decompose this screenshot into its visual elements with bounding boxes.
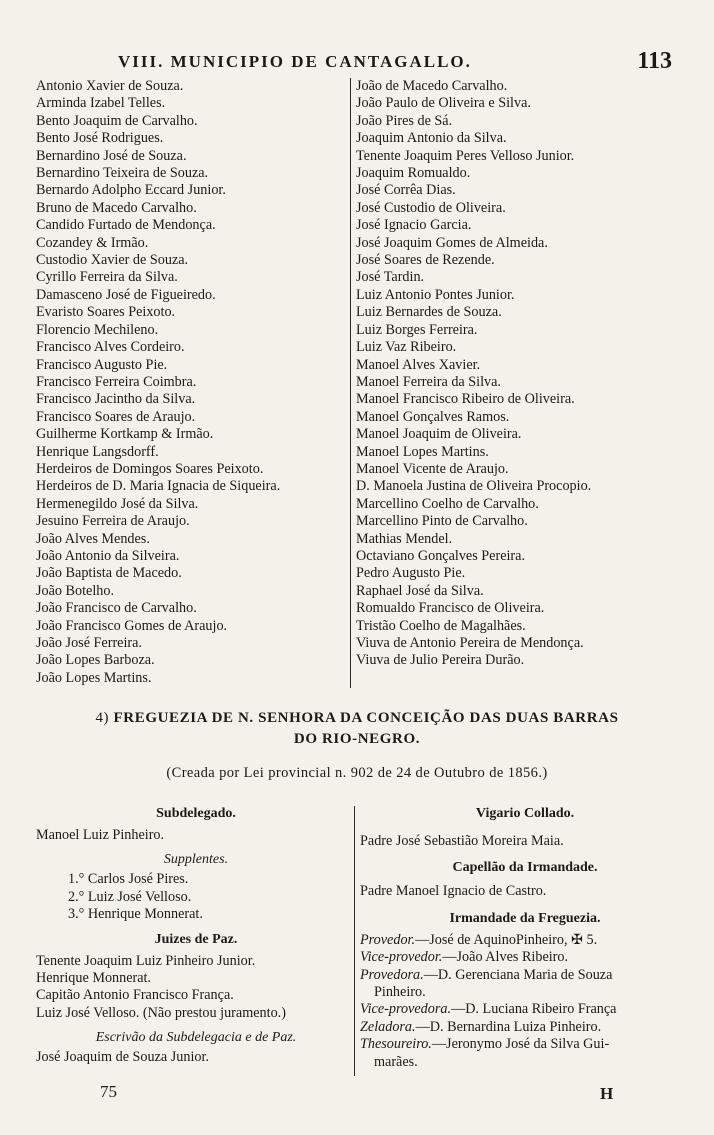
escrivao-heading: Escrivão da Subdelegacia e de Paz. (95, 1030, 297, 1046)
list-item: João José Ferreira. (36, 635, 142, 651)
header-title: VIII. MUNICIPIO DE CANTAGALLO. (118, 52, 472, 71)
list-item: João Lopes Barboza. (36, 652, 155, 669)
left-name-list (36, 78, 348, 687)
officer-name: marães. (374, 1053, 418, 1070)
list-item: Evaristo Soares Peixoto. (36, 304, 176, 321)
page-number: 113 (637, 48, 672, 74)
officer-row (360, 949, 690, 966)
list-item: Herdeiros de D. Maria Ignacia de Siqueira. (36, 478, 281, 495)
signature-letter: H (600, 1084, 614, 1103)
officer-role: Thesoureiro. (360, 1036, 432, 1053)
list-item: Romualdo Francisco de Oliveira. (356, 600, 545, 617)
capellao-name: Padre Manoel Ignacio de Castro. (360, 883, 547, 900)
list-item: José Ignacio Garcia. (356, 217, 472, 234)
officer-row (360, 1019, 690, 1036)
list-item: Manoel Joaquim de Oliveira. (356, 426, 522, 443)
section-number: 4) (95, 710, 110, 726)
list-item: Joaquim Romualdo. (356, 165, 471, 182)
list-item: Guilherme Kortkamp & Irmão. (36, 426, 214, 443)
list-item: Mathias Mendel. (356, 530, 453, 547)
list-item: Francisco Alves Cordeiro. (36, 339, 185, 356)
officer-row (360, 1036, 690, 1053)
officer-name: —João Alves Ribeiro. (442, 949, 569, 966)
list-item: José Joaquim Gomes de Almeida. (356, 234, 548, 251)
list-item: Custodio Xavier de Souza. (36, 252, 189, 269)
list-item: João Antonio da Silveira. (36, 547, 180, 564)
section-heading (0, 708, 714, 750)
list-item: Manoel Vicente de Araujo. (356, 460, 509, 477)
list-item: Cyrillo Ferreira da Silva. (36, 269, 178, 286)
list-item: Henrique Langsdorff. (36, 443, 159, 460)
list-item: Bento Joaquim de Carvalho. (36, 112, 198, 129)
list-item: Damasceno José de Figueiredo. (36, 286, 216, 303)
left-officials-column (36, 802, 356, 1067)
page-header (0, 48, 714, 78)
lower-column-divider (354, 806, 355, 1076)
list-item: Bernardo Adolpho Eccard Junior. (36, 182, 226, 199)
officer-role: Zeladora. (360, 1018, 416, 1035)
officer-row (360, 1054, 690, 1071)
officer-name: —José de AquinoPinheiro, ✠ 5. (415, 931, 598, 948)
list-item: Francisco Ferreira Coimbra. (36, 373, 197, 390)
list-item: Octaviano Gonçalves Pereira. (356, 547, 525, 564)
list-item: Herdeiros de Domingos Soares Peixoto. (36, 460, 264, 477)
list-item: Hermenegildo José da Silva. (36, 495, 199, 512)
list-item: Jesuino Ferreira de Araujo. (36, 513, 190, 530)
list-item: Viuva de Julio Pereira Durão. (356, 652, 525, 669)
juizes-heading: Juizes de Paz. (154, 931, 238, 947)
list-item: 2.° Luiz José Velloso. (68, 888, 192, 905)
list-item: Candido Furtado de Mendonça. (36, 217, 216, 234)
list-item: Viuva de Antonio Pereira de Mendonça. (356, 635, 584, 651)
list-item: Joaquim Antonio da Silva. (356, 130, 507, 147)
officer-row (360, 984, 690, 1001)
right-name-list (356, 78, 686, 670)
vigario-heading: Vigario Collado. (475, 806, 575, 821)
list-item: Manoel Francisco Ribeiro de Oliveira. (356, 391, 575, 408)
list-item: Bernardino José de Souza. (36, 147, 187, 164)
escrivao-name: José Joaquim de Souza Junior. (36, 1049, 209, 1066)
list-item: Florencio Mechileno. (36, 321, 159, 338)
subdelegado-heading: Subdelegado. (156, 806, 236, 821)
capellao-heading: Capellão da Irmandade. (452, 860, 598, 876)
list-item: João Botelho. (36, 582, 115, 599)
irmandade-heading: Irmandade da Freguezia. (449, 910, 601, 926)
list-item: 3.° Henrique Monnerat. (68, 906, 203, 923)
list-item: Marcellino Coelho de Carvalho. (356, 495, 539, 512)
section-heading-line1 (0, 708, 714, 729)
signature-mark: 75 (100, 1082, 117, 1101)
list-item: Bruno de Macedo Carvalho. (36, 199, 197, 216)
list-item: Antonio Xavier de Souza. (36, 78, 184, 94)
list-item: Pedro Augusto Pie. (356, 565, 466, 582)
list-item: Raphael José da Silva. (356, 582, 484, 599)
supplentes-heading: Supplentes. (163, 852, 229, 868)
officer-row (360, 1001, 690, 1018)
list-item: Luiz Vaz Ribeiro. (356, 339, 457, 356)
list-item: Francisco Soares de Araujo. (36, 408, 196, 425)
column-divider (350, 78, 351, 688)
irmandade-officers (360, 932, 690, 1071)
list-item: João Baptista de Macedo. (36, 565, 182, 582)
list-item: José Corrêa Dias. (356, 182, 456, 199)
list-item: Capitão Antonio Francisco França. (36, 987, 234, 1004)
right-officials-column (360, 802, 690, 1071)
officer-role: Provedora. (360, 966, 424, 983)
officer-name: Pinheiro. (374, 984, 426, 1001)
list-item: Luiz Bernardes de Souza. (356, 304, 502, 321)
list-item: João Alves Mendes. (36, 530, 150, 547)
section-title-line2: DO RIO-NEGRO. (293, 731, 421, 747)
list-item: Tenente Joaquim Peres Velloso Junior. (356, 147, 575, 164)
list-item: João Francisco de Carvalho. (36, 600, 197, 617)
list-item: Francisco Jacintho da Silva. (36, 391, 196, 408)
list-item: João Francisco Gomes de Araujo. (36, 617, 228, 634)
officer-role: Provedor. (360, 931, 416, 948)
subdelegado-name: Manoel Luiz Pinheiro. (36, 827, 165, 843)
section-title-line1: FREGUEZIA DE N. SENHORA DA CONCEIÇÃO DAS DUAS BARRAS (113, 710, 619, 726)
list-item: João de Macedo Carvalho. (356, 78, 508, 94)
officer-row (360, 932, 690, 949)
list-item: José Soares de Rezende. (356, 252, 495, 269)
list-item: D. Manoela Justina de Oliveira Procopio. (356, 478, 592, 495)
list-item: José Custodio de Oliveira. (356, 199, 506, 216)
list-item: Bento José Rodrigues. (36, 130, 164, 147)
vigario-name: Padre José Sebastião Moreira Maia. (360, 833, 564, 849)
list-item: Tenente Joaquim Luiz Pinheiro Junior. (36, 952, 256, 969)
list-item: Manoel Alves Xavier. (356, 356, 481, 373)
creation-note: (Creada por Lei provincial n. 902 de 24 de Outubro de 1856.) (166, 765, 548, 781)
list-item: Francisco Augusto Pie. (36, 356, 168, 373)
list-item: Luiz Antonio Pontes Junior. (356, 286, 515, 303)
list-item: Luiz José Velloso. (Não prestou juramento.) (36, 1004, 286, 1021)
list-item: Luiz Borges Ferreira. (356, 321, 478, 338)
list-item: José Tardin. (356, 269, 425, 286)
list-item: Manoel Ferreira da Silva. (356, 373, 501, 390)
list-item: Tristão Coelho de Magalhães. (356, 617, 526, 634)
officer-name: —Jeronymo José da Silva Gui- (431, 1036, 610, 1053)
list-item: Cozandey & Irmão. (36, 234, 149, 251)
list-item: Manoel Lopes Martins. (356, 443, 489, 460)
officer-name: —D. Luciana Ribeiro França (451, 1001, 617, 1018)
list-item: Manoel Gonçalves Ramos. (356, 408, 510, 425)
officer-row (360, 967, 690, 984)
supplentes-list (36, 871, 356, 923)
officer-role: Vice-provedor. (360, 949, 443, 966)
list-item: João Pires de Sá. (356, 112, 453, 129)
list-item: Bernardino Teixeira de Souza. (36, 165, 209, 182)
list-item: João Paulo de Oliveira e Silva. (356, 95, 531, 112)
list-item: Marcellino Pinto de Carvalho. (356, 513, 528, 530)
list-item: Arminda Izabel Telles. (36, 95, 166, 112)
officer-name: —D. Bernardina Luiza Pinheiro. (415, 1018, 602, 1035)
list-item: João Lopes Martins. (36, 669, 152, 686)
juizes-list (36, 953, 356, 1023)
list-item: 1.° Carlos José Pires. (68, 871, 189, 888)
list-item: Henrique Monnerat. (36, 970, 152, 987)
officer-role: Vice-provedora. (360, 1001, 451, 1018)
officer-name: —D. Gerenciana Maria de Souza (423, 966, 613, 983)
